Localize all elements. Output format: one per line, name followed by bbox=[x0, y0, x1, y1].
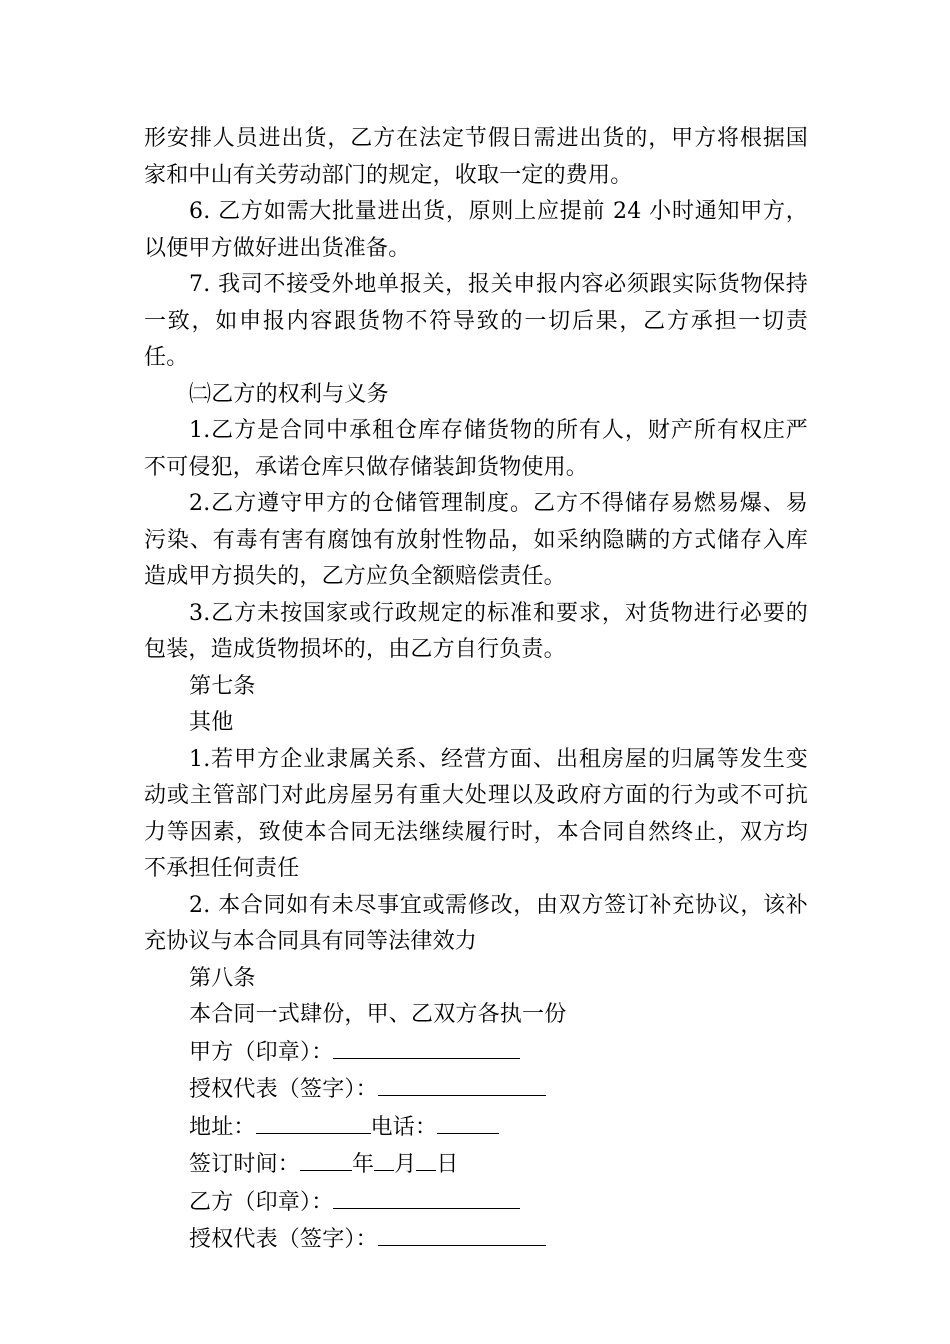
party-a-seal-label: 甲方（印章）： bbox=[189, 1039, 334, 1065]
paragraph-b-clause-2: 2.乙方遵守甲方的仓储管理制度。乙方不得储存易燃易爆、易污染、有毒有害有腐蚀有放射性物品，如采纳隐瞒的方式储存入库造成甲方损失的，乙方应负全额赔偿责任。 bbox=[144, 491, 808, 589]
sign-date-label: 签订时间： bbox=[189, 1152, 301, 1177]
month-blank[interactable] bbox=[374, 1146, 394, 1171]
paragraph-continued: 形安排人员进出货，乙方在法定节假日需进出货的，甲方将根据国家和中山有关劳动部门的规定，收取一定的费用。 bbox=[144, 126, 808, 188]
signature-rep-b-row bbox=[144, 1221, 808, 1259]
article-7-heading: 第七条 bbox=[189, 673, 256, 699]
phone-blank[interactable] bbox=[437, 1109, 499, 1134]
year-blank[interactable] bbox=[300, 1146, 352, 1171]
paragraph-clause-6: 6. 乙方如需大批量进出货，原则上应提前 24 小时通知甲方，以便甲方做好进出货准备。 bbox=[144, 199, 808, 261]
sign-date-row bbox=[144, 1146, 808, 1184]
address-label: 地址： bbox=[189, 1114, 256, 1140]
signature-party-b-row bbox=[144, 1184, 808, 1222]
signature-rep-a-row bbox=[144, 1071, 808, 1109]
document-body bbox=[144, 121, 808, 1259]
article-7-title: 其他 bbox=[189, 710, 234, 735]
rep-a-sign-label: 授权代表（签字）： bbox=[189, 1077, 378, 1102]
paragraph-b-clause-1: 1.乙方是合同中承租仓库存储货物的所有人，财产所有权庄严不可侵犯，承诺仓库只做存储装卸货物使用。 bbox=[144, 418, 808, 480]
rep-b-sign-blank[interactable] bbox=[378, 1221, 546, 1246]
paragraph-b-clause-3: 3.乙方未按国家或行政规定的标准和要求，对货物进行必要的包装，造成货物损坏的，由乙方自行负责。 bbox=[144, 600, 808, 662]
paragraph-clause-7: 7. 我司不接受外地单报关，报关申报内容必须跟实际货物保持一致，如申报内容跟货物不符导致的一切后果，乙方承担一切责任。 bbox=[144, 272, 808, 370]
paragraph-other-clause-2: 2. 本合同如有未尽事宜或需修改，由双方签订补充协议，该补充协议与本合同具有同等法律效力 bbox=[144, 892, 808, 954]
rep-b-sign-label: 授权代表（签字）： bbox=[189, 1227, 378, 1252]
paragraph-copies: 本合同一式肆份，甲、乙双方各执一份 bbox=[189, 1002, 567, 1027]
party-a-seal-blank[interactable] bbox=[333, 1034, 520, 1059]
month-label: 月 bbox=[394, 1152, 417, 1177]
day-blank[interactable] bbox=[416, 1146, 436, 1171]
phone-label: 电话： bbox=[370, 1114, 438, 1140]
party-b-seal-blank[interactable] bbox=[333, 1184, 520, 1209]
section-heading-party-b-rights: ㈡乙方的权利与义务 bbox=[189, 381, 389, 407]
article-8-heading: 第八条 bbox=[189, 965, 256, 991]
address-phone-row bbox=[144, 1109, 808, 1147]
paragraph-other-clause-1: 1.若甲方企业隶属关系、经营方面、出租房屋的归属等发生变动或主管部门对此房屋另有重大处理以及政府方面的行为或不可抗力等因素，致使本合同无法继续履行时，本合同自然终止，双方均不承担任何责任 bbox=[144, 746, 808, 881]
address-blank[interactable] bbox=[256, 1109, 371, 1134]
party-b-seal-label: 乙方（印章）： bbox=[189, 1189, 334, 1215]
year-label: 年 bbox=[352, 1152, 375, 1177]
day-label: 日 bbox=[436, 1152, 459, 1177]
signature-party-a-row bbox=[144, 1034, 808, 1072]
rep-a-sign-blank[interactable] bbox=[378, 1071, 546, 1096]
